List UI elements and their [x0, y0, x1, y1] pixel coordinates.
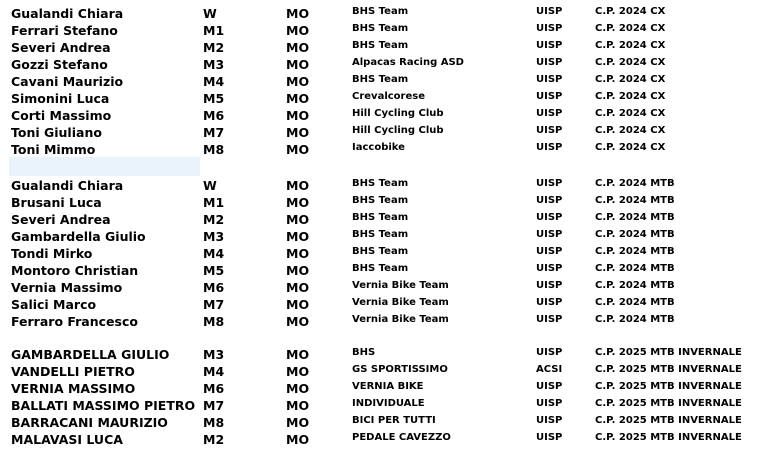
province-cell: MO [286, 398, 310, 413]
organization-cell: UISP [536, 125, 563, 136]
athlete-name-cell: Corti Massimo [11, 108, 112, 123]
team-cell: Vernia Bike Team [352, 314, 449, 325]
championship-cell: C.P. 2024 CX [595, 142, 666, 153]
athlete-name-cell: Gozzi Stefano [11, 57, 108, 72]
category-cell: M6 [203, 381, 225, 396]
athlete-name-cell: Toni Giuliano [11, 125, 102, 140]
athlete-name-cell: BALLATI MASSIMO PIETRO [11, 398, 196, 413]
team-cell: Alpacas Racing ASD [352, 57, 464, 68]
athlete-name-cell: Toni Mimmo [11, 142, 96, 157]
team-cell: BHS Team [352, 74, 409, 85]
championship-cell: C.P. 2025 MTB INVERNALE [595, 364, 742, 375]
organization-cell: UISP [536, 229, 563, 240]
table-row [0, 90, 764, 107]
championship-cell: C.P. 2024 CX [595, 57, 666, 68]
province-cell: MO [286, 297, 310, 312]
athlete-name-cell: Gambardella Giulio [11, 229, 146, 244]
organization-cell: UISP [536, 108, 563, 119]
province-cell: MO [286, 280, 310, 295]
athlete-name-cell: Severi Andrea [11, 40, 111, 55]
province-cell: MO [286, 74, 310, 89]
table-row [0, 279, 764, 296]
table-row [0, 124, 764, 141]
province-cell: MO [286, 381, 310, 396]
category-cell: M8 [203, 314, 225, 329]
athlete-name-cell: GAMBARDELLA GIULIO [11, 347, 170, 362]
championship-cell: C.P. 2025 MTB INVERNALE [595, 432, 742, 443]
athlete-name-cell: Tondi Mirko [11, 246, 93, 261]
championship-cell: C.P. 2025 MTB INVERNALE [595, 381, 742, 392]
championship-cell: C.P. 2024 CX [595, 6, 666, 17]
organization-cell: UISP [536, 40, 563, 51]
team-cell: BHS Team [352, 212, 409, 223]
category-cell: M7 [203, 398, 225, 413]
team-cell: Hill Cycling Club [352, 125, 444, 136]
province-cell: MO [286, 432, 310, 447]
athlete-name-cell: Severi Andrea [11, 212, 111, 227]
championship-cell: C.P. 2024 MTB [595, 280, 675, 291]
athlete-name-cell: Gualandi Chiara [11, 178, 124, 193]
table-row [0, 380, 764, 397]
championship-cell: C.P. 2024 MTB [595, 246, 675, 257]
category-cell: M1 [203, 195, 225, 210]
championship-cell: C.P. 2024 CX [595, 125, 666, 136]
table-row [0, 56, 764, 73]
table-row [0, 262, 764, 279]
team-cell: Hill Cycling Club [352, 108, 444, 119]
province-cell: MO [286, 125, 310, 140]
province-cell: MO [286, 212, 310, 227]
athlete-name-cell: Cavani Maurizio [11, 74, 124, 89]
table-row [0, 397, 764, 414]
team-cell: GS SPORTISSIMO [352, 364, 448, 375]
championship-cell: C.P. 2024 CX [595, 23, 666, 34]
championship-cell: C.P. 2024 MTB [595, 229, 675, 240]
category-cell: M1 [203, 23, 225, 38]
team-cell: BHS [352, 347, 376, 358]
section-block [0, 177, 764, 330]
category-cell: M5 [203, 91, 225, 106]
category-cell: M2 [203, 432, 225, 447]
category-cell: W [203, 6, 217, 21]
table-row [0, 228, 764, 245]
province-cell: MO [286, 364, 310, 379]
organization-cell: UISP [536, 347, 563, 358]
category-cell: M8 [203, 142, 225, 157]
athlete-name-cell: Ferraro Francesco [11, 314, 138, 329]
athlete-name-cell: Brusani Luca [11, 195, 102, 210]
organization-cell: UISP [536, 398, 563, 409]
team-cell: BHS Team [352, 229, 409, 240]
table-row [0, 296, 764, 313]
table-row [0, 177, 764, 194]
championship-cell: C.P. 2024 CX [595, 40, 666, 51]
table-row [0, 22, 764, 39]
championship-cell: C.P. 2024 CX [595, 74, 666, 85]
organization-cell: UISP [536, 195, 563, 206]
category-cell: M3 [203, 57, 225, 72]
championship-cell: C.P. 2024 MTB [595, 212, 675, 223]
organization-cell: UISP [536, 212, 563, 223]
province-cell: MO [286, 40, 310, 55]
team-cell: BHS Team [352, 178, 409, 189]
table-row [0, 73, 764, 90]
organization-cell: UISP [536, 314, 563, 325]
championship-cell: C.P. 2025 MTB INVERNALE [595, 415, 742, 426]
province-cell: MO [286, 108, 310, 123]
athlete-name-cell: MALAVASI LUCA [11, 432, 123, 447]
organization-cell: UISP [536, 142, 563, 153]
province-cell: MO [286, 23, 310, 38]
province-cell: MO [286, 229, 310, 244]
organization-cell: UISP [536, 6, 563, 17]
section-block [0, 5, 764, 158]
championship-cell: C.P. 2024 CX [595, 91, 666, 102]
team-cell: PEDALE CAVEZZO [352, 432, 451, 443]
athlete-name-cell: Montoro Christian [11, 263, 139, 278]
province-cell: MO [286, 246, 310, 261]
team-cell: BHS Team [352, 23, 409, 34]
team-cell: BHS Team [352, 6, 409, 17]
team-cell: Crevalcorese [352, 91, 425, 102]
category-cell: M6 [203, 280, 225, 295]
section-block [0, 346, 764, 448]
table-row [0, 194, 764, 211]
championship-cell: C.P. 2024 MTB [595, 314, 675, 325]
table-row [0, 245, 764, 262]
category-cell: M2 [203, 40, 225, 55]
organization-cell: UISP [536, 297, 563, 308]
team-cell: BHS Team [352, 40, 409, 51]
category-cell: M7 [203, 297, 225, 312]
championship-cell: C.P. 2024 MTB [595, 178, 675, 189]
championship-cell: C.P. 2025 MTB INVERNALE [595, 398, 742, 409]
category-cell: M5 [203, 263, 225, 278]
table-row [0, 346, 764, 363]
organization-cell: UISP [536, 23, 563, 34]
province-cell: MO [286, 91, 310, 106]
organization-cell: UISP [536, 91, 563, 102]
table-row [0, 107, 764, 124]
table-row [0, 414, 764, 431]
province-cell: MO [286, 263, 310, 278]
province-cell: MO [286, 6, 310, 21]
province-cell: MO [286, 415, 310, 430]
province-cell: MO [286, 57, 310, 72]
team-cell: Vernia Bike Team [352, 280, 449, 291]
province-cell: MO [286, 195, 310, 210]
table-row [0, 141, 764, 158]
table-row [0, 363, 764, 380]
province-cell: MO [286, 314, 310, 329]
organization-cell: UISP [536, 178, 563, 189]
team-cell: INDIVIDUALE [352, 398, 425, 409]
organization-cell: UISP [536, 74, 563, 85]
table-row [0, 431, 764, 448]
table-row [0, 5, 764, 22]
team-cell: VERNIA BIKE [352, 381, 424, 392]
category-cell: W [203, 178, 217, 193]
category-cell: M4 [203, 364, 225, 379]
category-cell: M3 [203, 347, 225, 362]
category-cell: M4 [203, 74, 225, 89]
category-cell: M4 [203, 246, 225, 261]
organization-cell: UISP [536, 415, 563, 426]
organization-cell: UISP [536, 432, 563, 443]
team-cell: BICI PER TUTTI [352, 415, 436, 426]
category-cell: M6 [203, 108, 225, 123]
championship-cell: C.P. 2024 CX [595, 108, 666, 119]
organization-cell: UISP [536, 57, 563, 68]
team-cell: Iaccobike [352, 142, 405, 153]
championship-cell: C.P. 2025 MTB INVERNALE [595, 347, 742, 358]
championship-cell: C.P. 2024 MTB [595, 263, 675, 274]
organization-cell: UISP [536, 263, 563, 274]
team-cell: Vernia Bike Team [352, 297, 449, 308]
selected-empty-cell[interactable] [9, 157, 200, 176]
table-row [0, 211, 764, 228]
athlete-name-cell: VANDELLI PIETRO [11, 364, 135, 379]
province-cell: MO [286, 347, 310, 362]
table-row [0, 39, 764, 56]
category-cell: M3 [203, 229, 225, 244]
championship-cell: C.P. 2024 MTB [595, 195, 675, 206]
athlete-name-cell: VERNIA MASSIMO [11, 381, 136, 396]
category-cell: M7 [203, 125, 225, 140]
championship-cell: C.P. 2024 MTB [595, 297, 675, 308]
athlete-name-cell: Ferrari Stefano [11, 23, 118, 38]
athlete-name-cell: BARRACANI MAURIZIO [11, 415, 168, 430]
team-cell: BHS Team [352, 263, 409, 274]
athlete-name-cell: Salici Marco [11, 297, 97, 312]
province-cell: MO [286, 142, 310, 157]
category-cell: M2 [203, 212, 225, 227]
category-cell: M8 [203, 415, 225, 430]
organization-cell: UISP [536, 381, 563, 392]
team-cell: BHS Team [352, 195, 409, 206]
organization-cell: UISP [536, 280, 563, 291]
athlete-name-cell: Simonini Luca [11, 91, 110, 106]
organization-cell: UISP [536, 246, 563, 257]
province-cell: MO [286, 178, 310, 193]
team-cell: BHS Team [352, 246, 409, 257]
athlete-name-cell: Gualandi Chiara [11, 6, 124, 21]
table-row [0, 313, 764, 330]
athlete-name-cell: Vernia Massimo [11, 280, 123, 295]
organization-cell: ACSI [536, 364, 563, 375]
